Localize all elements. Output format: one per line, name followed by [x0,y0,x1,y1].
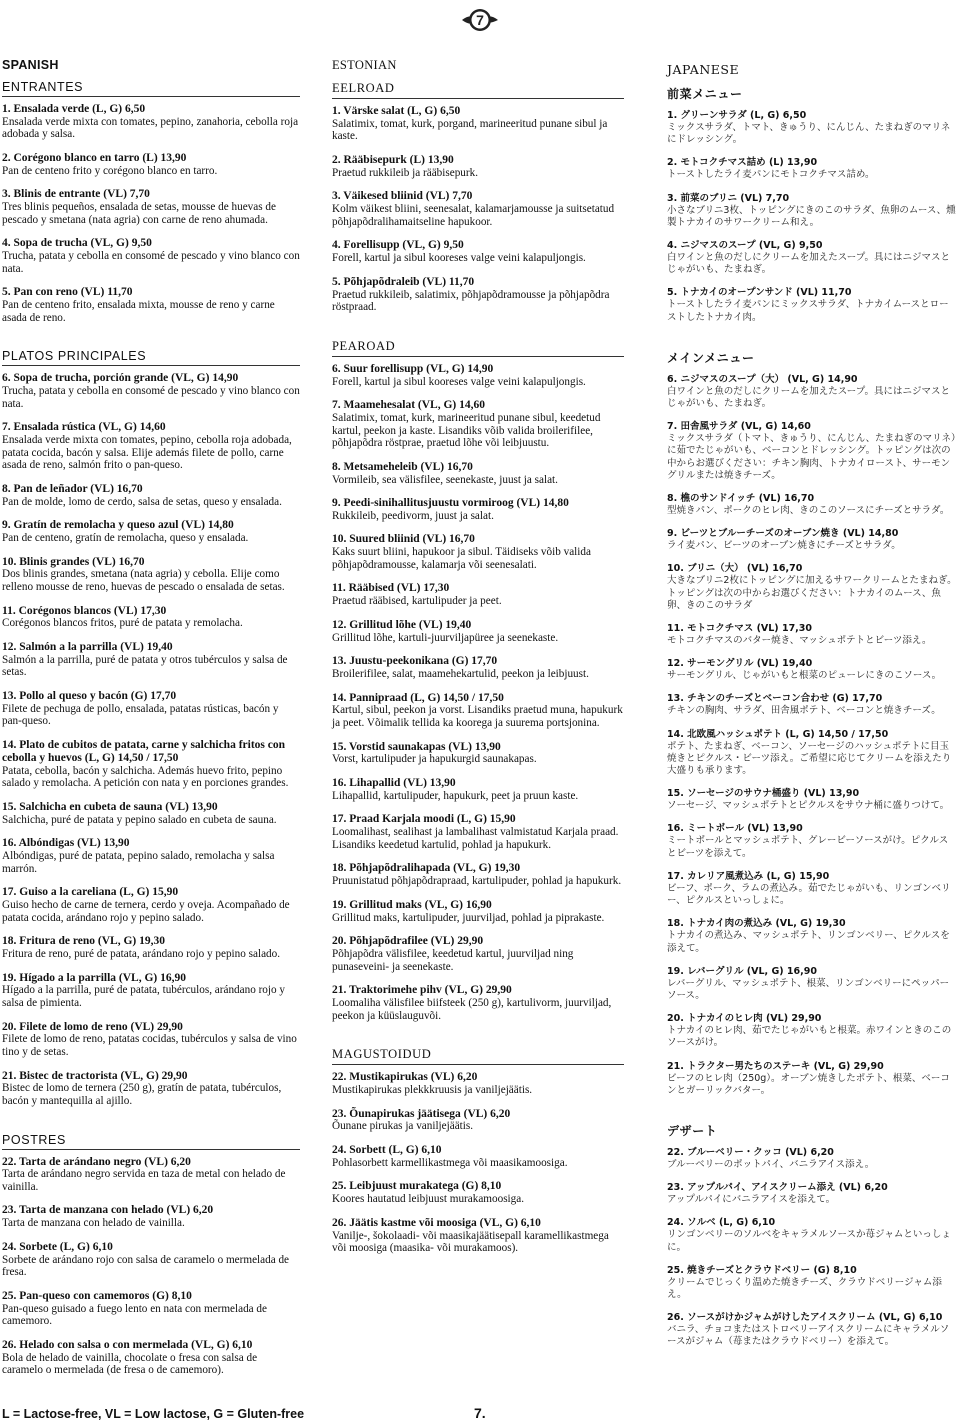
menu-item-description: Filete de lomo de reno, patatas cocidas, tubérculos y salsa de vino tino y de setas. [2,1033,297,1058]
menu-item [667,1061,957,1097]
menu-item-name: 2. Rääbisepurk (L) 13,90 [332,153,454,166]
menu-item [332,154,624,179]
menu-item [332,276,624,314]
section-list [667,85,957,1349]
menu-item-name: 21. Traktorimehe pihv (VL, G) 29,90 [332,984,512,997]
menu-item [667,1265,957,1301]
menu-item [667,110,957,146]
menu-item-description: サーモングリル、じゃがいもと根菜のピューレにきのこソース。 [667,670,942,682]
menu-item-description: Pan de centeno frito, ensalada mixta, mousse de reno y carne asada de reno. [2,299,275,324]
menu-item-description: ミックスサラダ（トマト、きゅうり、にんじん、たまねぎのマリネ）に茹でたじゃがいも、ベーコンとドレッシング。トッピングは次の中からお選びください：チキン胸肉、トナカイロースト、サーモングリルまたは焼きチーズ。 [667,433,956,481]
menu-item-description: ビーフ、ポーク、ラムの煮込み。茹でたじゃがいも、リンゴンベリー、ピクルスといっしょに。 [667,882,951,907]
menu-item-description: Salatimix, tomat, kurk, porgand, marineeritud punane sibul ja kaste. [332,117,608,143]
menu-item-description: Patata, cebolla, bacón y salchicha. Además huevo frito, pepino salado y remolacha. A petición con nata y en porciones grandes. [2,764,289,790]
menu-item-description: ビーフのヒレ肉（250g）。オーブン焼きしたポテト、根菜、ベーコンとガーリックバター。 [667,1072,950,1096]
menu-item-description: クリームでじっくり温めた焼きチーズ、クラウドベリージャム添え。 [667,1276,942,1300]
menu-item-name: 11. モトコクチマス (VL) 17,30 [667,623,813,635]
menu-item [667,157,957,181]
menu-item-name: 9. ビーツとブルーチーズのオーブン焼き (VL) 14,80 [667,528,899,540]
menu-item-name: 20. Põhjapõdrafilee (VL) 29,90 [332,935,484,948]
menu-item-name: 25. 焼きチーズとクラウドベリー (G) 8,10 [667,1264,857,1276]
menu-item-name: 16. Albóndigas (VL) 13,90 [2,837,130,850]
section-spacer [2,1119,300,1133]
menu-item-description: ライ麦パン、ビーツのオーブン焼きにチーズとサラダ。 [667,540,901,552]
menu-item-description: Vorst, kartulipuder ja hapukurgid saunakapas. [332,753,537,766]
menu-item-description: ミックスサラダ、トマト、きゅうり、にんじん、たまねぎのマリネにドレッシング。 [667,122,951,146]
menu-item-name: 23. アップルパイ、アイスクリーム添え (VL) 6,20 [667,1182,888,1194]
menu-item [332,1180,624,1205]
menu-item-name: 17. Guiso a la careliana (L, G) 15,90 [2,886,179,899]
menu-item-name: 2. Corégono blanco en tarro (L) 13,90 [2,151,187,164]
menu-item [2,935,300,960]
menu-item-description: Hígado a la parrilla, puré de patata, tubérculos, arándano rojo y salsa de pimienta. [2,984,285,1009]
section-heading: PLATOS PRINCIPALES [2,349,300,366]
menu-item-description: Ensalada verde mixta con tomates, pepino, zanahoria, cebolla roja adobada y salsa. [2,115,299,141]
menu-item [2,886,300,924]
menu-item-description: Tarta de arándano negro servida en taza de metal con helado de vainilla. [2,1168,286,1193]
menu-item [667,823,957,859]
menu-item-description: Mustikapirukas plekkkruusis ja vaniljejäätis. [332,1083,533,1096]
menu-item-description: 白ワインと魚のだしにクリームを加えたスープ。具にはニジマスとじゃがいも、たまねぎ。 [667,385,951,410]
menu-item-description: ミートボールとマッシュポテト、グレービーソースがけ。ピクルスとビーツを添えて。 [667,835,949,859]
menu-item-name: 19. Grillitud maks (VL, G) 16,90 [332,898,492,911]
section-list [2,80,300,1377]
menu-item [667,871,957,907]
menu-item-description: Salmón a la parrilla, puré de patata y otros tubérculos y salsa de setas. [2,653,288,679]
menu-item [667,918,957,954]
menu-item-name: 5. トナカイのオープンサンド (VL) 11,70 [667,287,852,299]
menu-item [332,582,624,607]
menu-item-name: 24. Sorbett (L, G) 6,10 [332,1143,442,1156]
menu-item [2,1070,300,1108]
menu-item-description: Vanilje-, šokolaadi- või maasikajäätisepall karamellikastmega või moosiga (maasika- või murakamoos). [332,1229,609,1255]
menu-item [2,556,300,594]
language-heading: ESTONIAN [332,58,397,72]
menu-item [332,813,624,851]
menu-item [332,619,624,644]
menu-item-description: Broilerifilee, salat, maamehekartulid, peekon ja leibjuust. [332,668,589,681]
menu-item-description: Põhjapõdra välisfilee, keedetud kartul, juurviljad ning punaseveini- ja seenekaste. [332,947,574,973]
menu-item [2,421,300,472]
menu-item-description: Tarta de manzana con helado de vainilla. [2,1217,185,1230]
restaurant-logo-icon [460,0,500,40]
menu-item-description: Kolm väikest bliini, seenesalat, kalamarjamousse ja suitsetatud põhjapõdralihamaitseline hapukoor. [332,203,615,228]
menu-item [332,1217,624,1255]
menu-item-description: トナカイのヒレ肉、茹でたじゃがいもと根菜。赤ワインときのこのソースがけ。 [667,1025,952,1049]
menu-item [667,1013,957,1049]
menu-item-description: Salchicha, puré de patata y pepino salado en cubeta de sauna. [2,813,277,826]
menu-item-description: Kaks suurt bliini, hapukoor ja sibul. Täidiseks võib valida põhjapõdramousse, kalamarja või seenesalati. [332,546,591,571]
menu-item [667,193,957,229]
menu-item [667,729,957,778]
menu-item-description: Salatimix, tomat, kurk, marineeritud punane sibul, keedetud kartul, peekon ja kaste. Lisandiks võib valida broilerifilee, põhjapõdra röstprae, praetud lõhe või leibjuustu. [332,411,601,450]
menu-item-name: 25. Pan-queso con camemoros (G) 8,10 [2,1289,192,1302]
menu-item [2,103,300,141]
menu-item-description: 小さなブリニ3枚、トッピングにきのこのサラダ、魚卵のムース、燻製トナカイのサワークリーム和え。 [667,204,956,228]
estonian-column [332,58,624,1266]
menu-item [332,1144,624,1169]
menu-item-description: Loomaliha välisfilee biifsteek (250 g), kartulivorm, juurviljad, peekon ja küüslauguvõi. [332,996,612,1022]
menu-item-name: 26. ソースがけかジャムがけしたアイスクリーム (VL, G) 6,10 [667,1312,943,1324]
menu-item-description: Filete de pechuga de pollo, ensalada, patatas rústicas, bacón y pan-queso. [2,702,279,728]
menu-item-name: 19. Hígado a la parrilla (VL, G) 16,90 [2,971,186,984]
menu-item-name: 8. Pan de leñador (VL) 16,70 [2,482,143,495]
menu-item-name: 15. ソーセージのサウナ桶盛り (VL) 13,90 [667,788,860,800]
section-heading: EELROAD [332,81,624,99]
menu-item-name: 15. Salchicha en cubeta de sauna (VL) 13,90 [2,800,218,813]
menu-item-name: 22. Mustikapirukas (VL) 6,20 [332,1071,478,1084]
menu-item-name: 3. Blinis de entrante (VL) 7,70 [2,188,150,201]
menu-item-name: 18. Põhjapõdralihapada (VL, G) 19,30 [332,862,521,875]
menu-item-name: 10. Blinis grandes (VL) 16,70 [2,555,145,568]
menu-item [2,188,300,226]
menu-item-name: 1. グリーンサラダ (L, G) 6,50 [667,110,807,121]
menu-item-description: Pohlasorbett karmellikastmega või maasikamoosiga. [332,1156,568,1169]
menu-item-description: Albóndigas, puré de patata, pepino salado, remolacha y salsa marrón. [2,849,275,875]
page-number: 7. [474,1405,486,1421]
menu-item [2,1339,300,1377]
menu-item-name: 13. Juustu-peekonikana (G) 17,70 [332,655,498,668]
menu-item-name: 25. Leibjuust murakatega (G) 8,10 [332,1180,502,1193]
menu-item [332,105,624,143]
section-heading: デザート [667,1123,718,1138]
menu-item [332,741,624,766]
menu-item [2,837,300,875]
menu-item-description: 大きなブリニ2枚にトッピングに加えるサワークリームとたまねぎ。トッピングは次の中からお選びください：トナカイのムース、魚卵、きのこのサラダ [667,575,957,611]
menu-item-description: Dos blinis grandes, smetana (nata agria) y cebolla. Elije como relleno mousse de reno, huevas de pescado o ensalada de setas. [2,568,285,594]
menu-item-description: ポテト、たまねぎ、ベーコン、ソーセージのハッシュポテトに目玉焼きとピクルス・ビーツ添え。ご希望に応じてクリームを添えたり大盛りも承ります。 [667,740,952,777]
menu-item-name: 26. Helado con salsa o con mermelada (VL, G) 6,10 [2,1338,253,1351]
menu-item [332,1071,624,1096]
section-spacer [332,325,624,339]
menu-item [332,190,624,228]
menu-item-name: 18. トナカイ肉の煮込み (VL, G) 19,30 [667,918,846,930]
menu-item-description: Koores hautatud leibjuust murakamoosiga. [332,1193,525,1206]
menu-item [667,563,957,612]
menu-item [667,658,957,682]
menu-item-description: Trucha, patata y cebolla en consomé de pescado y vino blanco con nata. [2,250,300,275]
menu-item-description: Sorbete de arándano rojo con salsa de caramelo o mermelada de fresa. [2,1253,290,1279]
menu-item-description: Guiso hecho de carne de ternera, cerdo y oveja. Acompañado de patata cocida, arándano rojo y pepino salado. [2,898,290,924]
menu-item-name: 7. Ensalada rústica (VL, G) 14,60 [2,421,166,434]
section-heading: 前菜メニュー [667,87,743,101]
menu-item-name: 24. ソルベ (L, G) 6,10 [667,1217,776,1229]
menu-item [332,862,624,887]
menu-item-name: 7. Maamehesalat (VL, G) 14,60 [332,399,485,412]
menu-item [667,623,957,647]
menu-item [332,533,624,571]
menu-item [2,237,300,275]
menu-item [667,240,957,276]
menu-item [2,1290,300,1328]
menu-item [667,287,957,323]
menu-item [2,483,300,508]
menu-item [667,1312,957,1348]
menu-item-name: 5. Põhjapõdraleib (VL) 11,70 [332,275,475,288]
menu-item [332,363,624,388]
menu-item-name: 1. Ensalada verde (L, G) 6,50 [2,103,146,115]
menu-item [667,1147,957,1171]
section-spacer [2,335,300,349]
menu-item [332,1108,624,1133]
menu-item-description: Praetud rukkileib ja rääbisepurk. [332,166,479,179]
menu-item-name: 9. Peedi-sinihallitusjuustu vormiroog (VL) 14,80 [332,497,569,510]
menu-item-name: 13. チキンのチーズとベーコン合わせ (G) 17,70 [667,693,883,705]
menu-item-description: モトコクチマスのバター焼き、マッシュポテトとビーツ添え。 [667,635,932,647]
menu-item [667,1217,957,1253]
menu-item-name: 13. Pollo al queso y bacón (G) 17,70 [2,690,177,703]
menu-item-description: Forell, kartul ja sibul kooreses valge veini kalapuljongis. [332,252,586,265]
menu-item [667,693,957,717]
menu-item [667,966,957,1002]
menu-item [2,1156,300,1194]
menu-item [332,935,624,973]
menu-item-name: 22. Tarta de arándano negro (VL) 6,20 [2,1155,191,1168]
menu-item-name: 10. Suured bliinid (VL) 16,70 [332,533,475,546]
menu-item [2,972,300,1010]
menu-item-description: Grillitud lõhe, kartuli-juurviljapüree ja seenekaste. [332,631,559,644]
menu-item-description: リンゴンベリーのソルベをキャラメルソースか苺ジャムといっしょに。 [667,1229,951,1253]
menu-item [2,152,300,177]
menu-item-name: 1. Värske salat (L, G) 6,50 [332,105,461,117]
menu-item-description: チキンの胸肉、サラダ、田舎風ポテト、ベーコンと焼きチーズ。 [667,705,941,717]
menu-item [2,1204,300,1229]
menu-item-name: 4. Sopa de trucha (VL, G) 9,50 [2,237,152,250]
menu-item-name: 18. Fritura de reno (VL, G) 19,30 [2,935,166,948]
menu-item-description: レバーグリル、マッシュポテト、根菜、リンゴンベリーにペッパーソース。 [667,977,950,1001]
menu-item-name: 8. Metsameheleib (VL) 16,70 [332,460,473,473]
menu-item [2,519,300,544]
menu-item-name: 4. Forellisupp (VL, G) 9,50 [332,239,464,252]
menu-item-description: Pan de centeno frito y corégono blanco en tarro. [2,164,218,177]
section-list [332,81,624,1255]
menu-item-name: 2. モトコクチマス詰め (L) 13,90 [667,157,818,169]
menu-item-description: トナカイの煮込み、マッシュポテト、リンゴンベリー、ピクルスを添えて。 [667,930,950,954]
section-heading: PEAROAD [332,339,624,357]
menu-item [667,1182,957,1206]
section-spacer [667,1108,957,1122]
menu-item-description: アップルパイにバニラアイスを添えて。 [667,1194,836,1206]
menu-item [2,739,300,790]
menu-item [2,286,300,324]
spanish-column [2,58,300,1388]
menu-item [332,692,624,730]
menu-item-name: 22. ブルーベリー・クッコ (VL) 6,20 [667,1146,834,1158]
menu-item [667,421,957,482]
menu-item [2,1021,300,1059]
menu-item-description: Praetud rääbised, kartulipuder ja peet. [332,595,502,608]
section-spacer [667,335,957,349]
menu-item [2,641,300,679]
menu-item-description: Pan de centeno, gratín de remolacha, queso y ensalada. [2,532,249,545]
menu-item-description: Kartul, sibul, peekon ja vorst. Lisandiks praetud muna, hapukurk ja peet. Võimalik tellida ka koorega ja suurema portsjonina. [332,704,623,730]
menu-item [2,801,300,826]
menu-item-name: 3. Väikesed bliinid (VL) 7,70 [332,190,473,203]
menu-item-description: Loomalihast, sealihast ja lambalihast valmistatud Karjala praad. Lisandiks keedetud kartulid, pohlad ja hapukurk. [332,826,619,851]
menu-item [332,655,624,680]
menu-item-description: Õunane pirukas ja vaniljejäätis. [332,1120,474,1133]
menu-item [2,1241,300,1279]
menu-item [332,984,624,1022]
menu-item-description: トーストしたライ麦パンにモトコクチマス詰め。 [667,169,875,181]
menu-item-description: Bola de helado de vainilla, chocolate o fresa con salsa de caramelo o mermelada (de fresa o de camemoro). [2,1351,258,1377]
menu-item [332,461,624,486]
menu-item-name: 10. ブリニ（大） (VL) 16,70 [667,563,803,575]
menu-item [667,374,957,410]
menu-item-name: 23. Tarta de manzana con helado (VL) 6,20 [2,1204,214,1217]
menu-item-description: Trucha, patata y cebolla en consomé de pescado y vino blanco con nata. [2,385,300,410]
menu-item-name: 17. Praad Karjala moodi (L, G) 15,90 [332,813,516,826]
menu-item-description: ソーセージ、マッシュポテトとピクルスをサウナ桶に盛りつけて。 [667,800,950,812]
menu-item-name: 14. Plato de cubitos de patata, carne y salchicha fritos con cebolla y huevos (L, G) 14,50 / 17,50 [2,739,286,764]
menu-item [332,399,624,450]
menu-item-description: トーストしたライ麦パンにミックスサラダ、トナカイムースとローストしたトナカイ肉。 [667,299,949,323]
menu-item-description: Fritura de reno, puré de patata, arándano rojo y pepino salado. [2,947,281,960]
menu-item-name: 6. ニジマスのスープ（大） (VL, G) 14,90 [667,373,858,385]
menu-item-description: Grillitud maks, kartulipuder, juurviljad, pohlad ja piprakaste. [332,911,605,924]
menu-item-description: Praetud rukkileib, salatimix, põhjapõdramousse ja põhjapõdra röstpraad. [332,288,610,314]
section-heading: MAGUSTOIDUD [332,1047,624,1065]
menu-item-description: Forell, kartul ja sibul kooreses valge veini kalapuljongis. [332,375,586,388]
menu-item-description: Lihapallid, kartulipuder, hapukurk, peet ja pruun kaste. [332,789,579,802]
logo-number: 7 [476,12,484,28]
menu-item-name: 14. Pannipraad (L, G) 14,50 / 17,50 [332,691,504,704]
menu-item-name: 16. ミートボール (VL) 13,90 [667,823,803,835]
menu-item-description: 型焼きパン、ポークのヒレ肉、きのこのソースにチーズとサラダ。 [667,505,950,517]
japanese-column [667,58,957,1360]
menu-item-description: Bistec de lomo de ternera (250 g), gratín de patata, tubérculos, bacón y mantequilla al ajillo. [2,1082,282,1107]
menu-item [667,493,957,517]
allergen-legend: L = Lactose-free, VL = Low lactose, G = Gluten-free [2,1407,305,1421]
menu-item-description: バニラ、チョコまたはストロベリーアイスクリームにキャラメルソースがジャム（苺またはクラウドベリー）を添えて。 [667,1324,950,1348]
menu-item-name: 11. Corégonos blancos (VL) 17,30 [2,604,167,617]
menu-item-name: 3. 前菜のブリニ (VL) 7,70 [667,192,790,204]
language-heading: SPANISH [2,58,59,72]
menu-item-description: Pan de molde, lomo de cerdo, salsa de setas, queso y ensalada. [2,495,282,508]
menu-item-name: 12. Salmón a la parrilla (VL) 19,40 [2,641,173,654]
menu-item [2,690,300,728]
menu-item [332,239,624,264]
menu-item-description: Ensalada verde mixta con tomates, pepino, cebolla roja adobada, patata cocida, bacón y salsa. Elije además filete de pollo, carne asada de reno, salmón frito o pan-queso. [2,434,292,472]
language-heading: JAPANESE [667,62,740,77]
menu-item-name: 23. Õunapirukas jäätisega (VL) 6,20 [332,1107,511,1120]
menu-item [332,899,624,924]
menu-item-name: 21. Bistec de tractorista (VL, G) 29,90 [2,1069,188,1082]
menu-item-name: 8. 樵のサンドイッチ (VL) 16,70 [667,493,815,505]
menu-item [2,372,300,410]
menu-item-description: ブルーベリーのポットパイ、バニラアイス添え。 [667,1158,875,1170]
menu-item-name: 4. ニジマスのスープ (VL, G) 9,50 [667,240,823,252]
menu-item-name: 14. 北欧風ハッシュポテト (L, G) 14,50 / 17,50 [667,728,889,740]
menu-item-name: 19. レバーグリル (VL, G) 16,90 [667,965,817,977]
menu-item-description: Rukkileib, peedivorm, juust ja salat. [332,509,494,522]
menu-item-name: 6. Suur forellisupp (VL, G) 14,90 [332,362,494,375]
menu-item-description: Corégonos blancos fritos, puré de patata y remolacha. [2,617,243,630]
menu-item [667,788,957,812]
menu-item-description: Vormileib, sea välisfilee, seenekaste, juust ja salat. [332,473,558,486]
menu-item [667,528,957,552]
menu-item-description: Pan-queso guisado a fuego lento en nata con mermelada de camemoro. [2,1302,267,1328]
section-heading: POSTRES [2,1133,300,1150]
menu-item-name: 5. Pan con reno (VL) 11,70 [2,286,133,299]
menu-item [2,605,300,630]
menu-item-name: 20. Filete de lomo de reno (VL) 29,90 [2,1020,183,1033]
menu-item-name: 24. Sorbete (L, G) 6,10 [2,1240,113,1253]
menu-item-description: 白ワインと魚のだしにクリームを加えたスープ。具にはニジマスとじゃがいも、たまねぎ。 [667,252,951,276]
menu-item-name: 20. トナカイのヒレ肉 (VL) 29,90 [667,1013,822,1025]
menu-item-name: 6. Sopa de trucha, porción grande (VL, G) 14,90 [2,372,239,385]
menu-item-name: 21. トラクター男たちのステーキ (VL, G) 29,90 [667,1060,884,1072]
menu-item-name: 9. Gratín de remolacha y queso azul (VL) 14,80 [2,519,234,532]
menu-item-name: 11. Rääbised (VL) 17,30 [332,582,450,595]
menu-item [332,777,624,802]
section-heading: ENTRANTES [2,80,300,97]
menu-item-name: 26. Jäätis kastme või moosiga (VL, G) 6,10 [332,1216,541,1229]
section-heading: メインメニュー [667,350,755,365]
menu-item-name: 12. サーモングリル (VL) 19,40 [667,658,813,670]
section-spacer [332,1033,624,1047]
menu-item-name: 16. Lihapallid (VL) 13,90 [332,777,456,790]
menu-item [332,497,624,522]
menu-item-name: 15. Vorstid saunakapas (VL) 13,90 [332,740,501,753]
menu-item-name: 17. カレリア風煮込み (L, G) 15,90 [667,870,830,882]
menu-item-description: Tres blinis pequeños, ensalada de setas, mousse de huevas de pescado y smetana (nata agria) con carne de reno ahumada. [2,201,276,226]
menu-item-name: 12. Grillitud lõhe (VL) 19,40 [332,618,472,631]
menu-item-description: Pruunistatud põhjapõdrapraad, kartulipuder, pohlad ja hapukurk. [332,875,622,888]
menu-item-name: 7. 田舎風サラダ (VL, G) 14,60 [667,421,811,433]
